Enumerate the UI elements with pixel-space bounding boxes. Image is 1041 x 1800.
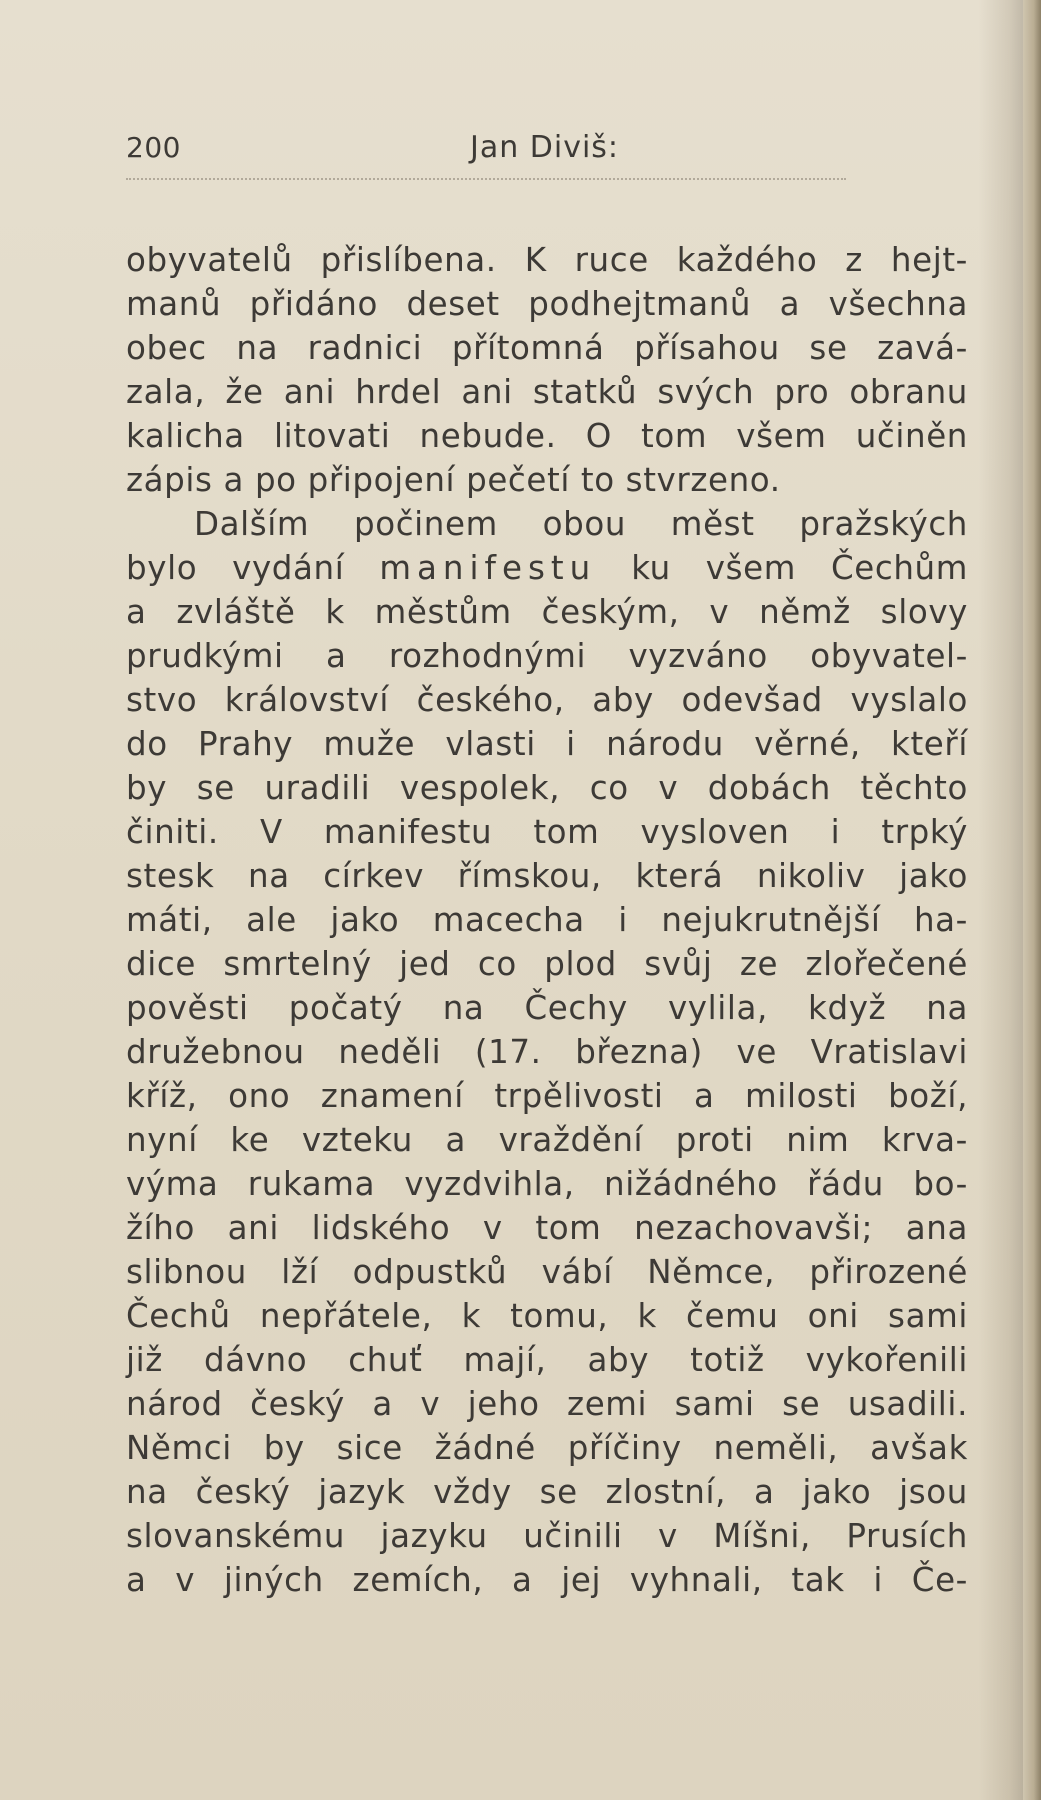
text-line: prudkými a rozhodnými vyzváno obyvatel- xyxy=(126,637,968,675)
text-segment: ku všem Čechům xyxy=(631,549,968,587)
text-segment: bylo vydání xyxy=(126,549,345,587)
text-line: obec na radnici přítomná přísahou se zavá- xyxy=(126,329,968,367)
text-line: máti, ale jako macecha i nejukrutnější ha- xyxy=(126,901,968,939)
text-line: již dávno chuť mají, aby totiž vykořenili xyxy=(126,1341,968,1379)
text-line: a v jiných zemích, a jej vyhnali, tak i Če- xyxy=(126,1561,968,1599)
page-edge-shadow xyxy=(1023,0,1041,1800)
text-line: slovanskému jazyku učinili v Míšni, Prusích xyxy=(126,1517,968,1555)
text-line: žího ani lidského v tom nezachovavši; ana xyxy=(126,1209,968,1247)
text-line: do Prahy muže vlasti i národu věrné, kteří xyxy=(126,725,968,763)
text-line: činiti. V manifestu tom vysloven i trpký xyxy=(126,813,968,851)
text-line: na český jazyk vždy se zlostní, a jako jsou xyxy=(126,1473,968,1511)
text-line: kalicha litovati nebude. O tom všem učiněn xyxy=(126,417,968,455)
text-line: Němci by sice žádné příčiny neměli, avšak xyxy=(126,1429,968,1467)
text-line-with-spaced-word xyxy=(126,546,968,590)
text-line: slibnou lží odpustků vábí Němce, přirozené xyxy=(126,1253,968,1291)
text-line: nyní ke vzteku a vraždění proti nim krva- xyxy=(126,1121,968,1159)
text-line: výma rukama vyzdvihla, nižádného řádu bo- xyxy=(126,1165,968,1203)
text-line: Dalším počinem obou měst pražských xyxy=(194,505,968,543)
header-divider xyxy=(126,178,846,180)
text-line: stesk na církev římskou, která nikoliv jako xyxy=(126,857,968,895)
page-header xyxy=(126,128,966,168)
text-line: družebnou neděli (17. března) ve Vratislavi xyxy=(126,1033,968,1071)
text-line: pověsti počatý na Čechy vylila, když na xyxy=(126,989,968,1027)
body-text xyxy=(126,238,968,1602)
text-line: zápis a po připojení pečetí to stvrzeno. xyxy=(126,461,781,499)
text-line: obyvatelů přislíbena. K ruce každého z hejt- xyxy=(126,241,968,279)
emphasized-word: manifestu xyxy=(379,549,597,587)
text-line: by se uradili vespolek, co v dobách těchto xyxy=(126,769,968,807)
text-line: kříž, ono znamení trpělivosti a milosti boží, xyxy=(126,1077,968,1115)
running-title: Jan Diviš: xyxy=(470,130,620,165)
text-line: zala, že ani hrdel ani statků svých pro obranu xyxy=(126,373,968,411)
text-line: manů přidáno deset podhejtmanů a všechna xyxy=(126,285,968,323)
text-line: dice smrtelný jed co plod svůj ze zlořečené xyxy=(126,945,968,983)
text-line: Čechů nepřátele, k tomu, k čemu oni sami xyxy=(126,1297,968,1335)
text-line: národ český a v jeho zemi sami se usadili. xyxy=(126,1385,968,1423)
page-number: 200 xyxy=(126,131,181,164)
text-line: a zvláště k městům českým, v němž slovy xyxy=(126,593,968,631)
text-line: stvo království českého, aby odevšad vyslalo xyxy=(126,681,968,719)
